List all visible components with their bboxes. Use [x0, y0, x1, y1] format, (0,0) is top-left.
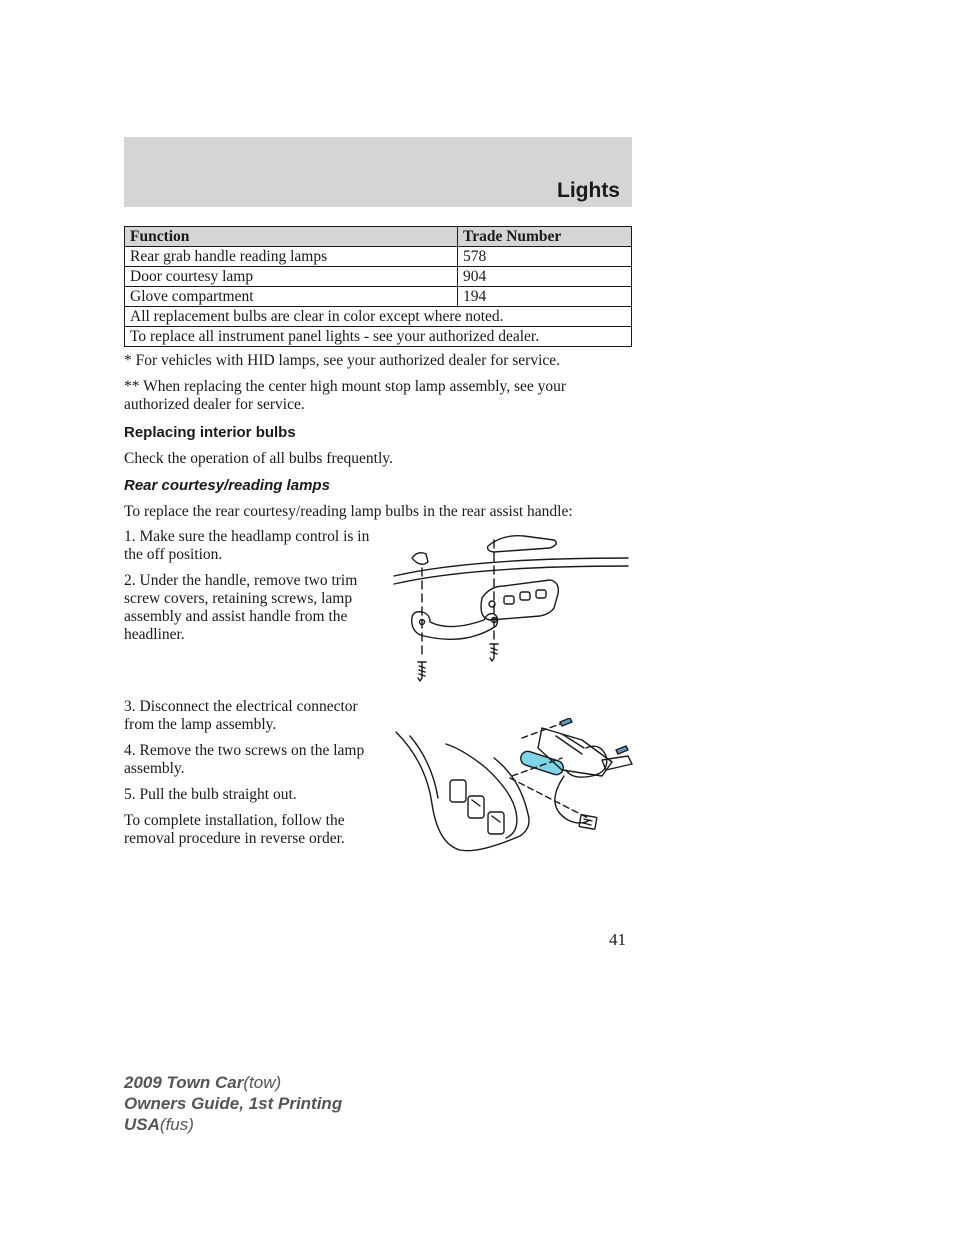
steps-group-a: [124, 528, 374, 644]
table-header-trade-number: Trade Number: [458, 227, 632, 247]
section-title: Lights: [557, 179, 620, 202]
bulb-icon: [519, 750, 565, 777]
table-cell-function: Glove compartment: [125, 287, 458, 307]
table-cell-trade-number: 578: [458, 247, 632, 267]
step-3: 3. Disconnect the electrical connector from the lamp assembly.: [124, 698, 358, 733]
footnote-chmsl: ** When replacing the center high mount stop lamp assembly, see your authorized dealer for service.: [124, 378, 567, 413]
table-note-row: [125, 307, 632, 327]
footnote-hid: * For vehicles with HID lamps, see your authorized dealer for service.: [124, 352, 561, 369]
lamp-assembly-illustration: [392, 718, 640, 856]
table-header-row: [125, 227, 632, 247]
table-row: [125, 287, 632, 307]
bulb-table: [124, 226, 632, 347]
footer-market: USA: [124, 1115, 160, 1134]
table-cell-trade-number: 904: [458, 267, 632, 287]
footer-market-code: (fus): [159, 1115, 194, 1134]
screw-icon: [560, 718, 572, 726]
table-note-row: [125, 327, 632, 347]
table-row: [125, 267, 632, 287]
table-cell-trade-number: 194: [458, 287, 632, 307]
table-note: All replacement bulbs are clear in color except where noted.: [125, 307, 632, 327]
subheading-rear-lamps: Rear courtesy/reading lamps: [124, 477, 330, 494]
table-cell-function: Rear grab handle reading lamps: [125, 247, 458, 267]
step-complete: To complete installation, follow the removal procedure in reverse order.: [124, 812, 345, 847]
table-header-function: Function: [125, 227, 458, 247]
steps-group-b: [124, 698, 374, 848]
table-row: [125, 247, 632, 267]
footer-line-3: [124, 1114, 342, 1135]
footer-model-code: (tow): [243, 1073, 282, 1092]
footer-line-2: Owners Guide, 1st Printing: [124, 1094, 343, 1113]
footer-model: 2009 Town Car: [124, 1073, 244, 1092]
step-2: 2. Under the handle, remove two trim screw covers, retaining screws, lamp assembly and assist handle from the headliner.: [124, 572, 358, 643]
footer: [124, 1072, 342, 1135]
footnotes: [124, 352, 634, 414]
step-4: 4. Remove the two screws on the lamp assembly.: [124, 742, 365, 777]
assist-handle-illustration: [392, 528, 632, 684]
footer-line-1: [124, 1072, 342, 1093]
screw-icon: [616, 746, 628, 754]
table-cell-function: Door courtesy lamp: [125, 267, 458, 287]
check-text: Check the operation of all bulbs frequently.: [124, 450, 393, 467]
page-number: 41: [609, 930, 626, 949]
interior-section: [124, 424, 634, 521]
intro-text: To replace the rear courtesy/reading lamp bulbs in the rear assist handle:: [124, 503, 573, 520]
header-band: [124, 137, 632, 207]
step-1: 1. Make sure the headlamp control is in the off position.: [124, 528, 370, 563]
table-note: To replace all instrument panel lights - see your authorized dealer.: [125, 327, 632, 347]
heading-interior-bulbs: Replacing interior bulbs: [124, 424, 296, 441]
step-5: 5. Pull the bulb straight out.: [124, 786, 297, 803]
